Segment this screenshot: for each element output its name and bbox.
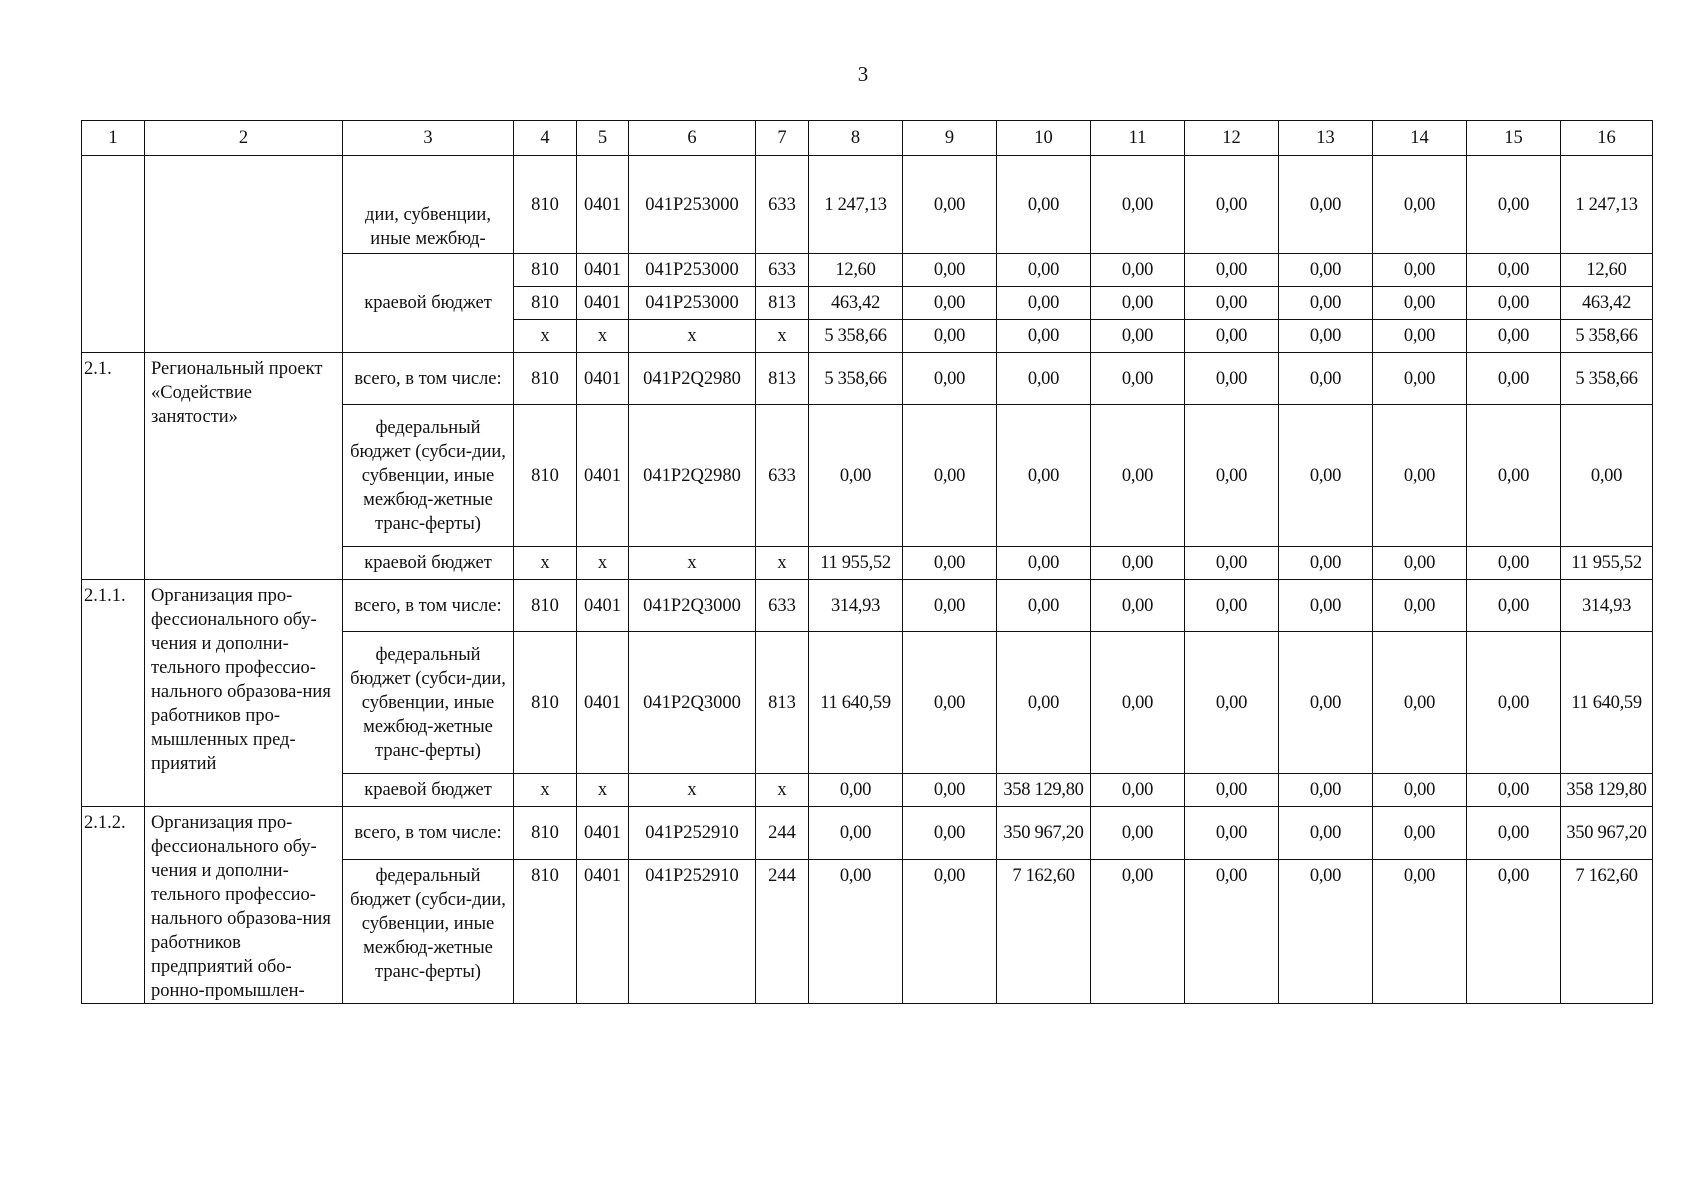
target-article-cell: x bbox=[629, 774, 756, 807]
header-cell: 10 bbox=[997, 121, 1091, 156]
item-code-cell bbox=[82, 156, 145, 353]
section-code-cell: 0401 bbox=[577, 859, 629, 1003]
amount-cell: 0,00 bbox=[1185, 774, 1279, 807]
header-cell: 15 bbox=[1467, 121, 1561, 156]
amount-cell: 0,00 bbox=[997, 287, 1091, 320]
amount-cell: 0,00 bbox=[809, 405, 903, 547]
amount-cell: 0,00 bbox=[1279, 774, 1373, 807]
amount-cell: 0,00 bbox=[997, 320, 1091, 353]
amount-cell: 0,00 bbox=[1467, 254, 1561, 287]
expense-type-cell: 813 bbox=[756, 632, 809, 774]
amount-cell: 5 358,66 bbox=[809, 320, 903, 353]
target-article-cell: 041P252910 bbox=[629, 859, 756, 1003]
section-code-cell: 0401 bbox=[577, 405, 629, 547]
amount-cell: 0,00 bbox=[1467, 405, 1561, 547]
amount-cell: 0,00 bbox=[809, 807, 903, 860]
item-name-cell: Организация про-фессионального обу-чения и дополни-тельного профессио-нального образова-ния работников предприятий обо-ронно-промышлен- bbox=[145, 807, 343, 1004]
section-code-cell: 0401 bbox=[577, 580, 629, 632]
amount-cell: 0,00 bbox=[903, 287, 997, 320]
amount-cell: 12,60 bbox=[809, 254, 903, 287]
budget-code-cell: x bbox=[514, 320, 577, 353]
amount-cell: 0,00 bbox=[903, 774, 997, 807]
section-code-cell: 0401 bbox=[577, 353, 629, 405]
amount-cell: 0,00 bbox=[1279, 547, 1373, 580]
amount-cell: 0,00 bbox=[1091, 287, 1185, 320]
amount-cell: 0,00 bbox=[1467, 353, 1561, 405]
expense-type-cell: 813 bbox=[756, 287, 809, 320]
amount-cell: 0,00 bbox=[1091, 547, 1185, 580]
amount-cell: 0,00 bbox=[1467, 156, 1561, 254]
funding-source-cell: краевой бюджет bbox=[343, 254, 514, 353]
amount-cell: 0,00 bbox=[1373, 547, 1467, 580]
amount-cell: 0,00 bbox=[997, 156, 1091, 254]
item-name-cell: Организация про-фессионального обу-чения и дополни-тельного профессио-нального образова-ния работников про-мышленных пред-приятий bbox=[145, 580, 343, 807]
amount-cell: 0,00 bbox=[1373, 254, 1467, 287]
amount-cell: 0,00 bbox=[1091, 580, 1185, 632]
budget-code-cell: x bbox=[514, 547, 577, 580]
item-code-cell: 2.1.2. bbox=[82, 807, 145, 1004]
amount-cell: 11 955,52 bbox=[1561, 547, 1653, 580]
target-article-cell: 041P253000 bbox=[629, 156, 756, 254]
header-cell: 14 bbox=[1373, 121, 1467, 156]
funding-source-cell: всего, в том числе: bbox=[343, 580, 514, 632]
header-cell: 5 bbox=[577, 121, 629, 156]
amount-cell: 0,00 bbox=[1279, 287, 1373, 320]
amount-cell: 0,00 bbox=[903, 580, 997, 632]
header-cell: 9 bbox=[903, 121, 997, 156]
funding-source-cell: краевой бюджет bbox=[343, 547, 514, 580]
amount-cell: 5 358,66 bbox=[1561, 320, 1653, 353]
funding-source-cell: федеральный бюджет (субси-дии, субвенции, иные межбюд-жетные транс-ферты) bbox=[343, 405, 514, 547]
amount-cell: 0,00 bbox=[1091, 405, 1185, 547]
amount-cell: 0,00 bbox=[1373, 353, 1467, 405]
item-code-cell: 2.1.1. bbox=[82, 580, 145, 807]
amount-cell: 0,00 bbox=[1185, 807, 1279, 860]
expense-type-cell: 633 bbox=[756, 405, 809, 547]
amount-cell: 0,00 bbox=[903, 353, 997, 405]
item-name-cell bbox=[145, 156, 343, 353]
expense-type-cell: 633 bbox=[756, 156, 809, 254]
item-name-cell: Региональный проект «Содействие занятости» bbox=[145, 353, 343, 580]
target-article-cell: 041P2Q3000 bbox=[629, 580, 756, 632]
amount-cell: 0,00 bbox=[903, 254, 997, 287]
section-code-cell: x bbox=[577, 320, 629, 353]
amount-cell: 1 247,13 bbox=[809, 156, 903, 254]
expense-type-cell: x bbox=[756, 774, 809, 807]
table-row bbox=[82, 807, 1653, 860]
amount-cell: 0,00 bbox=[1185, 156, 1279, 254]
amount-cell: 0,00 bbox=[997, 580, 1091, 632]
budget-table bbox=[81, 120, 1653, 1004]
amount-cell: 0,00 bbox=[1373, 287, 1467, 320]
amount-cell: 0,00 bbox=[1467, 580, 1561, 632]
amount-cell: 0,00 bbox=[997, 632, 1091, 774]
amount-cell: 0,00 bbox=[1185, 580, 1279, 632]
amount-cell: 0,00 bbox=[1091, 254, 1185, 287]
header-cell: 11 bbox=[1091, 121, 1185, 156]
amount-cell: 7 162,60 bbox=[1561, 859, 1653, 1003]
target-article-cell: 041P253000 bbox=[629, 287, 756, 320]
budget-code-cell: x bbox=[514, 774, 577, 807]
amount-cell: 0,00 bbox=[903, 632, 997, 774]
budget-code-cell: 810 bbox=[514, 859, 577, 1003]
expense-type-cell: 633 bbox=[756, 254, 809, 287]
expense-type-cell: 813 bbox=[756, 353, 809, 405]
amount-cell: 350 967,20 bbox=[997, 807, 1091, 860]
amount-cell: 0,00 bbox=[1373, 156, 1467, 254]
amount-cell: 0,00 bbox=[997, 547, 1091, 580]
table-row bbox=[82, 580, 1653, 632]
budget-code-cell: 810 bbox=[514, 287, 577, 320]
budget-code-cell: 810 bbox=[514, 807, 577, 860]
section-code-cell: x bbox=[577, 547, 629, 580]
amount-cell: 0,00 bbox=[1185, 547, 1279, 580]
amount-cell: 0,00 bbox=[809, 774, 903, 807]
expense-type-cell: 244 bbox=[756, 807, 809, 860]
target-article-cell: 041P253000 bbox=[629, 254, 756, 287]
section-code-cell: x bbox=[577, 774, 629, 807]
budget-code-cell: 810 bbox=[514, 353, 577, 405]
amount-cell: 358 129,80 bbox=[997, 774, 1091, 807]
amount-cell: 0,00 bbox=[1091, 353, 1185, 405]
amount-cell: 0,00 bbox=[1185, 353, 1279, 405]
amount-cell: 5 358,66 bbox=[809, 353, 903, 405]
header-cell: 8 bbox=[809, 121, 903, 156]
amount-cell: 0,00 bbox=[1373, 632, 1467, 774]
expense-type-cell: 633 bbox=[756, 580, 809, 632]
amount-cell: 0,00 bbox=[1467, 632, 1561, 774]
budget-code-cell: 810 bbox=[514, 156, 577, 254]
amount-cell: 0,00 bbox=[1373, 807, 1467, 860]
funding-source-cell: краевой бюджет bbox=[343, 774, 514, 807]
target-article-cell: x bbox=[629, 547, 756, 580]
amount-cell: 11 640,59 bbox=[1561, 632, 1653, 774]
header-row bbox=[82, 121, 1653, 156]
amount-cell: 0,00 bbox=[997, 353, 1091, 405]
amount-cell: 0,00 bbox=[1279, 859, 1373, 1003]
amount-cell: 0,00 bbox=[1185, 859, 1279, 1003]
amount-cell: 0,00 bbox=[1185, 632, 1279, 774]
table-row bbox=[82, 156, 1653, 254]
budget-code-cell: 810 bbox=[514, 254, 577, 287]
target-article-cell: x bbox=[629, 320, 756, 353]
amount-cell: 0,00 bbox=[1561, 405, 1653, 547]
amount-cell: 0,00 bbox=[1091, 807, 1185, 860]
expense-type-cell: x bbox=[756, 320, 809, 353]
table-row bbox=[82, 353, 1653, 405]
amount-cell: 0,00 bbox=[1373, 580, 1467, 632]
amount-cell: 0,00 bbox=[903, 859, 997, 1003]
funding-source-cell: федеральный бюджет (субси-дии, субвенции, иные межбюд-жетные транс-ферты) bbox=[343, 632, 514, 774]
amount-cell: 0,00 bbox=[1467, 807, 1561, 860]
target-article-cell: 041P2Q3000 bbox=[629, 632, 756, 774]
amount-cell: 5 358,66 bbox=[1561, 353, 1653, 405]
amount-cell: 0,00 bbox=[1279, 405, 1373, 547]
amount-cell: 0,00 bbox=[1091, 156, 1185, 254]
amount-cell: 0,00 bbox=[1467, 859, 1561, 1003]
amount-cell: 0,00 bbox=[1091, 859, 1185, 1003]
amount-cell: 0,00 bbox=[1467, 287, 1561, 320]
budget-code-cell: 810 bbox=[514, 405, 577, 547]
amount-cell: 0,00 bbox=[903, 405, 997, 547]
header-cell: 4 bbox=[514, 121, 577, 156]
budget-code-cell: 810 bbox=[514, 632, 577, 774]
amount-cell: 0,00 bbox=[1279, 580, 1373, 632]
header-cell: 2 bbox=[145, 121, 343, 156]
amount-cell: 0,00 bbox=[903, 320, 997, 353]
target-article-cell: 041P2Q2980 bbox=[629, 405, 756, 547]
amount-cell: 0,00 bbox=[903, 156, 997, 254]
header-cell: 12 bbox=[1185, 121, 1279, 156]
header-cell: 16 bbox=[1561, 121, 1653, 156]
amount-cell: 0,00 bbox=[1185, 254, 1279, 287]
amount-cell: 0,00 bbox=[1467, 774, 1561, 807]
amount-cell: 0,00 bbox=[1185, 405, 1279, 547]
amount-cell: 0,00 bbox=[1091, 320, 1185, 353]
amount-cell: 0,00 bbox=[1279, 807, 1373, 860]
amount-cell: 11 955,52 bbox=[809, 547, 903, 580]
header-cell: 3 bbox=[343, 121, 514, 156]
amount-cell: 0,00 bbox=[1279, 254, 1373, 287]
amount-cell: 0,00 bbox=[903, 547, 997, 580]
funding-source-cell: всего, в том числе: bbox=[343, 807, 514, 860]
amount-cell: 11 640,59 bbox=[809, 632, 903, 774]
target-article-cell: 041P252910 bbox=[629, 807, 756, 860]
amount-cell: 0,00 bbox=[1373, 405, 1467, 547]
page-number: 3 bbox=[857, 62, 869, 86]
amount-cell: 0,00 bbox=[997, 254, 1091, 287]
amount-cell: 0,00 bbox=[1279, 632, 1373, 774]
amount-cell: 1 247,13 bbox=[1561, 156, 1653, 254]
amount-cell: 314,93 bbox=[809, 580, 903, 632]
amount-cell: 0,00 bbox=[1467, 320, 1561, 353]
header-cell: 6 bbox=[629, 121, 756, 156]
expense-type-cell: x bbox=[756, 547, 809, 580]
amount-cell: 0,00 bbox=[1373, 774, 1467, 807]
budget-code-cell: 810 bbox=[514, 580, 577, 632]
amount-cell: 0,00 bbox=[1373, 859, 1467, 1003]
amount-cell: 463,42 bbox=[1561, 287, 1653, 320]
amount-cell: 0,00 bbox=[1091, 632, 1185, 774]
funding-source-cell: всего, в том числе: bbox=[343, 353, 514, 405]
amount-cell: 0,00 bbox=[1279, 156, 1373, 254]
amount-cell: 0,00 bbox=[1091, 774, 1185, 807]
amount-cell: 0,00 bbox=[809, 859, 903, 1003]
header-cell: 13 bbox=[1279, 121, 1373, 156]
header-cell: 7 bbox=[756, 121, 809, 156]
section-code-cell: 0401 bbox=[577, 156, 629, 254]
funding-source-cell: федеральный бюджет (субси-дии, субвенции, иные межбюд-жетные транс-ферты) bbox=[343, 859, 514, 1003]
header-cell: 1 bbox=[82, 121, 145, 156]
amount-cell: 463,42 bbox=[809, 287, 903, 320]
amount-cell: 0,00 bbox=[1185, 287, 1279, 320]
amount-cell: 0,00 bbox=[1279, 353, 1373, 405]
amount-cell: 350 967,20 bbox=[1561, 807, 1653, 860]
amount-cell: 7 162,60 bbox=[997, 859, 1091, 1003]
section-code-cell: 0401 bbox=[577, 287, 629, 320]
funding-source-cell: дии, субвенции, иные межбюд- bbox=[343, 156, 514, 254]
amount-cell: 358 129,80 bbox=[1561, 774, 1653, 807]
amount-cell: 12,60 bbox=[1561, 254, 1653, 287]
section-code-cell: 0401 bbox=[577, 807, 629, 860]
amount-cell: 0,00 bbox=[997, 405, 1091, 547]
amount-cell: 0,00 bbox=[903, 807, 997, 860]
section-code-cell: 0401 bbox=[577, 254, 629, 287]
item-code-cell: 2.1. bbox=[82, 353, 145, 580]
target-article-cell: 041P2Q2980 bbox=[629, 353, 756, 405]
amount-cell: 0,00 bbox=[1279, 320, 1373, 353]
amount-cell: 0,00 bbox=[1467, 547, 1561, 580]
amount-cell: 314,93 bbox=[1561, 580, 1653, 632]
expense-type-cell: 244 bbox=[756, 859, 809, 1003]
section-code-cell: 0401 bbox=[577, 632, 629, 774]
amount-cell: 0,00 bbox=[1185, 320, 1279, 353]
amount-cell: 0,00 bbox=[1373, 320, 1467, 353]
